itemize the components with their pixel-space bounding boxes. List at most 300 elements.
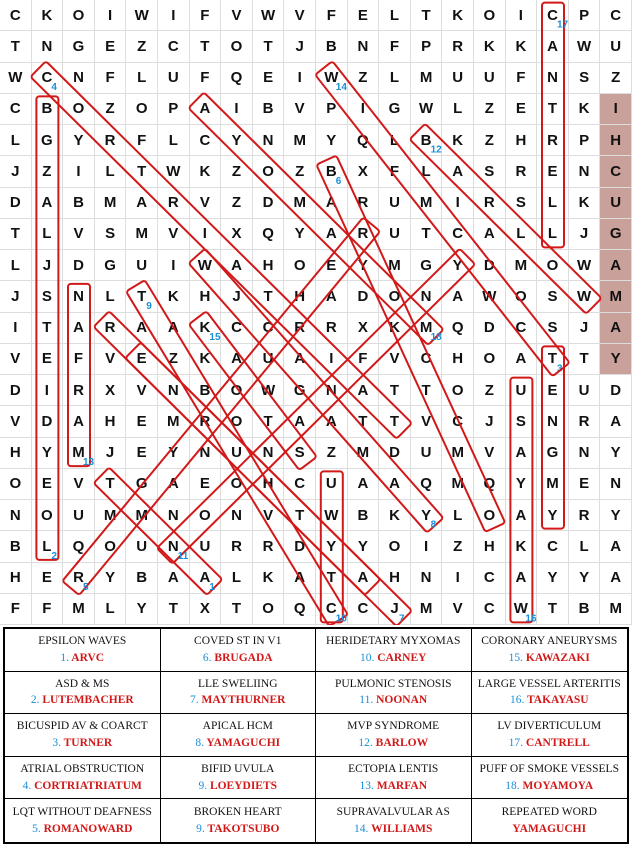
- letter-cell[interactable]: A: [348, 563, 380, 594]
- letter-cell[interactable]: C: [0, 0, 32, 31]
- letter-cell[interactable]: Z: [284, 156, 316, 187]
- letter-cell[interactable]: Z: [442, 531, 474, 562]
- letter-cell[interactable]: O: [0, 469, 32, 500]
- letter-cell[interactable]: S: [284, 438, 316, 469]
- letter-cell[interactable]: N: [190, 438, 222, 469]
- letter-cell[interactable]: A: [506, 438, 538, 469]
- letter-cell[interactable]: F: [32, 594, 64, 625]
- letter-cell[interactable]: H: [190, 281, 222, 312]
- letter-cell[interactable]: R: [316, 313, 348, 344]
- letter-cell[interactable]: O: [253, 156, 285, 187]
- letter-cell[interactable]: R: [348, 188, 380, 219]
- letter-cell[interactable]: C: [32, 63, 64, 94]
- letter-cell[interactable]: O: [253, 594, 285, 625]
- letter-cell[interactable]: U: [158, 63, 190, 94]
- letter-cell[interactable]: N: [253, 438, 285, 469]
- letter-cell[interactable]: C: [442, 219, 474, 250]
- letter-cell[interactable]: Z: [316, 438, 348, 469]
- letter-cell[interactable]: M: [63, 438, 95, 469]
- letter-cell[interactable]: K: [569, 94, 601, 125]
- letter-cell[interactable]: C: [221, 313, 253, 344]
- letter-cell[interactable]: T: [0, 219, 32, 250]
- letter-cell[interactable]: T: [221, 594, 253, 625]
- letter-cell[interactable]: B: [190, 375, 222, 406]
- letter-cell[interactable]: O: [379, 531, 411, 562]
- letter-cell[interactable]: K: [379, 313, 411, 344]
- letter-cell[interactable]: L: [537, 188, 569, 219]
- letter-cell[interactable]: S: [569, 63, 601, 94]
- letter-cell[interactable]: U: [221, 438, 253, 469]
- letter-cell[interactable]: H: [284, 281, 316, 312]
- letter-cell[interactable]: T: [253, 281, 285, 312]
- letter-cell[interactable]: B: [126, 563, 158, 594]
- letter-cell[interactable]: A: [442, 281, 474, 312]
- letter-cell[interactable]: Y: [284, 219, 316, 250]
- letter-cell[interactable]: I: [411, 531, 443, 562]
- letter-cell[interactable]: L: [126, 63, 158, 94]
- letter-cell[interactable]: R: [190, 406, 222, 437]
- letter-cell[interactable]: Y: [348, 250, 380, 281]
- letter-cell[interactable]: M: [411, 63, 443, 94]
- letter-cell[interactable]: V: [442, 594, 474, 625]
- letter-cell[interactable]: Q: [411, 469, 443, 500]
- letter-cell[interactable]: W: [411, 94, 443, 125]
- letter-cell[interactable]: T: [411, 219, 443, 250]
- letter-cell[interactable]: L: [379, 63, 411, 94]
- letter-cell[interactable]: K: [506, 31, 538, 62]
- letter-cell[interactable]: V: [0, 344, 32, 375]
- letter-cell[interactable]: R: [63, 375, 95, 406]
- letter-cell[interactable]: M: [348, 438, 380, 469]
- letter-cell[interactable]: J: [474, 406, 506, 437]
- letter-cell[interactable]: C: [284, 469, 316, 500]
- letter-cell[interactable]: I: [348, 94, 380, 125]
- letter-cell[interactable]: P: [411, 31, 443, 62]
- letter-cell[interactable]: K: [190, 344, 222, 375]
- letter-cell[interactable]: I: [442, 188, 474, 219]
- letter-cell[interactable]: Y: [348, 531, 380, 562]
- letter-cell[interactable]: A: [600, 531, 632, 562]
- letter-cell[interactable]: Z: [348, 63, 380, 94]
- letter-cell[interactable]: F: [379, 31, 411, 62]
- letter-cell[interactable]: L: [221, 563, 253, 594]
- letter-cell[interactable]: O: [442, 375, 474, 406]
- letter-cell[interactable]: I: [284, 63, 316, 94]
- letter-cell[interactable]: E: [126, 438, 158, 469]
- letter-cell[interactable]: A: [442, 156, 474, 187]
- letter-cell[interactable]: K: [379, 500, 411, 531]
- letter-cell[interactable]: Q: [253, 219, 285, 250]
- letter-cell[interactable]: Z: [474, 125, 506, 156]
- letter-cell[interactable]: L: [32, 219, 64, 250]
- letter-cell[interactable]: W: [0, 63, 32, 94]
- letter-cell[interactable]: E: [126, 406, 158, 437]
- letter-cell[interactable]: T: [379, 406, 411, 437]
- letter-cell[interactable]: K: [32, 0, 64, 31]
- letter-cell[interactable]: I: [63, 156, 95, 187]
- letter-cell[interactable]: Z: [474, 375, 506, 406]
- letter-cell[interactable]: V: [284, 0, 316, 31]
- letter-cell[interactable]: O: [506, 281, 538, 312]
- letter-cell[interactable]: R: [506, 156, 538, 187]
- letter-cell[interactable]: A: [32, 188, 64, 219]
- letter-cell[interactable]: I: [158, 250, 190, 281]
- letter-cell[interactable]: L: [411, 156, 443, 187]
- letter-cell[interactable]: D: [0, 188, 32, 219]
- letter-cell[interactable]: R: [158, 188, 190, 219]
- letter-cell[interactable]: N: [0, 500, 32, 531]
- letter-cell[interactable]: A: [379, 469, 411, 500]
- letter-cell[interactable]: H: [600, 125, 632, 156]
- letter-cell[interactable]: D: [474, 250, 506, 281]
- letter-cell[interactable]: X: [348, 313, 380, 344]
- letter-cell[interactable]: J: [0, 281, 32, 312]
- letter-cell[interactable]: L: [0, 250, 32, 281]
- letter-cell[interactable]: N: [158, 500, 190, 531]
- letter-cell[interactable]: Q: [442, 313, 474, 344]
- letter-cell[interactable]: W: [506, 594, 538, 625]
- letter-cell[interactable]: J: [569, 219, 601, 250]
- letter-cell[interactable]: J: [284, 31, 316, 62]
- letter-cell[interactable]: Y: [221, 125, 253, 156]
- letter-cell[interactable]: I: [95, 0, 127, 31]
- letter-cell[interactable]: D: [0, 375, 32, 406]
- letter-cell[interactable]: Y: [600, 344, 632, 375]
- letter-cell[interactable]: O: [379, 281, 411, 312]
- letter-cell[interactable]: R: [348, 219, 380, 250]
- letter-cell[interactable]: T: [379, 375, 411, 406]
- letter-cell[interactable]: A: [221, 344, 253, 375]
- letter-cell[interactable]: T: [95, 469, 127, 500]
- letter-cell[interactable]: T: [348, 406, 380, 437]
- letter-cell[interactable]: H: [253, 250, 285, 281]
- letter-cell[interactable]: U: [126, 250, 158, 281]
- letter-cell[interactable]: Y: [63, 125, 95, 156]
- letter-cell[interactable]: C: [0, 94, 32, 125]
- letter-cell[interactable]: O: [284, 250, 316, 281]
- letter-cell[interactable]: O: [63, 94, 95, 125]
- letter-cell[interactable]: T: [253, 406, 285, 437]
- letter-cell[interactable]: R: [537, 125, 569, 156]
- letter-cell[interactable]: S: [95, 219, 127, 250]
- letter-cell[interactable]: F: [190, 0, 222, 31]
- letter-cell[interactable]: N: [158, 531, 190, 562]
- letter-cell[interactable]: F: [348, 344, 380, 375]
- letter-cell[interactable]: A: [537, 31, 569, 62]
- letter-cell[interactable]: U: [474, 63, 506, 94]
- letter-cell[interactable]: U: [316, 469, 348, 500]
- letter-cell[interactable]: O: [474, 500, 506, 531]
- letter-cell[interactable]: U: [379, 219, 411, 250]
- letter-cell[interactable]: Z: [126, 31, 158, 62]
- letter-cell[interactable]: M: [411, 313, 443, 344]
- letter-cell[interactable]: O: [32, 500, 64, 531]
- letter-cell[interactable]: C: [474, 594, 506, 625]
- letter-cell[interactable]: O: [221, 31, 253, 62]
- letter-cell[interactable]: G: [32, 125, 64, 156]
- letter-cell[interactable]: N: [316, 375, 348, 406]
- letter-cell[interactable]: A: [600, 563, 632, 594]
- letter-cell[interactable]: G: [537, 438, 569, 469]
- letter-cell[interactable]: Y: [537, 500, 569, 531]
- letter-cell[interactable]: N: [537, 406, 569, 437]
- letter-cell[interactable]: V: [221, 0, 253, 31]
- letter-cell[interactable]: T: [126, 281, 158, 312]
- letter-cell[interactable]: K: [190, 313, 222, 344]
- letter-cell[interactable]: A: [600, 406, 632, 437]
- letter-cell[interactable]: N: [32, 31, 64, 62]
- letter-cell[interactable]: A: [348, 469, 380, 500]
- letter-cell[interactable]: T: [284, 500, 316, 531]
- letter-cell[interactable]: W: [569, 31, 601, 62]
- letter-cell[interactable]: V: [63, 219, 95, 250]
- letter-cell[interactable]: V: [253, 500, 285, 531]
- letter-cell[interactable]: A: [63, 406, 95, 437]
- letter-cell[interactable]: R: [442, 31, 474, 62]
- letter-cell[interactable]: R: [95, 313, 127, 344]
- letter-cell[interactable]: C: [253, 313, 285, 344]
- letter-cell[interactable]: U: [442, 63, 474, 94]
- letter-cell[interactable]: O: [126, 94, 158, 125]
- letter-cell[interactable]: U: [569, 375, 601, 406]
- letter-cell[interactable]: E: [95, 31, 127, 62]
- letter-cell[interactable]: V: [158, 219, 190, 250]
- letter-cell[interactable]: B: [316, 31, 348, 62]
- letter-cell[interactable]: A: [158, 563, 190, 594]
- letter-cell[interactable]: Z: [221, 156, 253, 187]
- letter-cell[interactable]: F: [506, 63, 538, 94]
- letter-cell[interactable]: O: [221, 406, 253, 437]
- letter-cell[interactable]: H: [506, 125, 538, 156]
- letter-cell[interactable]: C: [474, 563, 506, 594]
- letter-cell[interactable]: L: [0, 125, 32, 156]
- letter-cell[interactable]: N: [63, 63, 95, 94]
- letter-cell[interactable]: F: [95, 63, 127, 94]
- letter-cell[interactable]: A: [506, 563, 538, 594]
- letter-cell[interactable]: T: [158, 594, 190, 625]
- letter-cell[interactable]: M: [284, 125, 316, 156]
- letter-cell[interactable]: E: [537, 156, 569, 187]
- letter-cell[interactable]: F: [0, 594, 32, 625]
- letter-cell[interactable]: V: [63, 469, 95, 500]
- letter-cell[interactable]: W: [569, 250, 601, 281]
- letter-cell[interactable]: Y: [442, 250, 474, 281]
- letter-cell[interactable]: U: [506, 375, 538, 406]
- letter-cell[interactable]: M: [284, 188, 316, 219]
- letter-cell[interactable]: D: [63, 250, 95, 281]
- letter-cell[interactable]: F: [379, 156, 411, 187]
- letter-cell[interactable]: E: [253, 63, 285, 94]
- letter-cell[interactable]: I: [442, 563, 474, 594]
- letter-cell[interactable]: O: [63, 0, 95, 31]
- letter-cell[interactable]: M: [379, 250, 411, 281]
- letter-cell[interactable]: M: [95, 500, 127, 531]
- letter-cell[interactable]: B: [63, 188, 95, 219]
- letter-cell[interactable]: L: [537, 219, 569, 250]
- letter-cell[interactable]: L: [32, 531, 64, 562]
- letter-cell[interactable]: T: [569, 344, 601, 375]
- letter-cell[interactable]: I: [190, 219, 222, 250]
- letter-cell[interactable]: M: [600, 281, 632, 312]
- letter-cell[interactable]: M: [126, 219, 158, 250]
- letter-cell[interactable]: N: [221, 500, 253, 531]
- letter-cell[interactable]: R: [569, 406, 601, 437]
- letter-cell[interactable]: R: [95, 125, 127, 156]
- letter-cell[interactable]: O: [95, 531, 127, 562]
- letter-cell[interactable]: O: [537, 250, 569, 281]
- letter-cell[interactable]: E: [569, 469, 601, 500]
- letter-cell[interactable]: J: [569, 313, 601, 344]
- letter-cell[interactable]: R: [284, 313, 316, 344]
- letter-cell[interactable]: D: [284, 531, 316, 562]
- letter-cell[interactable]: E: [32, 344, 64, 375]
- letter-cell[interactable]: W: [126, 0, 158, 31]
- letter-cell[interactable]: Y: [158, 438, 190, 469]
- letter-cell[interactable]: Z: [158, 344, 190, 375]
- letter-cell[interactable]: O: [221, 375, 253, 406]
- letter-cell[interactable]: L: [442, 94, 474, 125]
- letter-cell[interactable]: W: [253, 0, 285, 31]
- letter-cell[interactable]: C: [442, 406, 474, 437]
- letter-cell[interactable]: D: [32, 406, 64, 437]
- letter-cell[interactable]: H: [0, 438, 32, 469]
- letter-cell[interactable]: H: [474, 531, 506, 562]
- letter-cell[interactable]: L: [379, 125, 411, 156]
- letter-cell[interactable]: Q: [63, 531, 95, 562]
- letter-cell[interactable]: G: [379, 94, 411, 125]
- letter-cell[interactable]: X: [95, 375, 127, 406]
- letter-cell[interactable]: U: [411, 438, 443, 469]
- letter-cell[interactable]: L: [95, 156, 127, 187]
- letter-cell[interactable]: Z: [221, 188, 253, 219]
- letter-cell[interactable]: Y: [506, 469, 538, 500]
- letter-cell[interactable]: A: [316, 219, 348, 250]
- letter-cell[interactable]: M: [411, 188, 443, 219]
- letter-cell[interactable]: Y: [316, 531, 348, 562]
- letter-cell[interactable]: U: [600, 188, 632, 219]
- letter-cell[interactable]: Y: [411, 500, 443, 531]
- letter-cell[interactable]: C: [190, 125, 222, 156]
- letter-cell[interactable]: G: [284, 375, 316, 406]
- letter-cell[interactable]: U: [190, 531, 222, 562]
- letter-cell[interactable]: O: [474, 0, 506, 31]
- letter-cell[interactable]: W: [253, 375, 285, 406]
- letter-cell[interactable]: Z: [600, 63, 632, 94]
- letter-cell[interactable]: E: [190, 469, 222, 500]
- letter-cell[interactable]: T: [411, 375, 443, 406]
- letter-cell[interactable]: M: [411, 594, 443, 625]
- letter-cell[interactable]: K: [442, 125, 474, 156]
- letter-cell[interactable]: Q: [284, 594, 316, 625]
- letter-cell[interactable]: A: [600, 250, 632, 281]
- letter-cell[interactable]: R: [221, 531, 253, 562]
- letter-cell[interactable]: C: [411, 344, 443, 375]
- letter-cell[interactable]: K: [569, 188, 601, 219]
- letter-cell[interactable]: C: [600, 0, 632, 31]
- letter-cell[interactable]: I: [221, 94, 253, 125]
- letter-cell[interactable]: Y: [569, 563, 601, 594]
- letter-cell[interactable]: N: [411, 563, 443, 594]
- letter-cell[interactable]: E: [126, 344, 158, 375]
- letter-cell[interactable]: Z: [95, 94, 127, 125]
- letter-cell[interactable]: C: [600, 156, 632, 187]
- letter-cell[interactable]: V: [95, 344, 127, 375]
- letter-cell[interactable]: A: [190, 563, 222, 594]
- letter-cell[interactable]: C: [537, 531, 569, 562]
- letter-cell[interactable]: U: [600, 31, 632, 62]
- letter-cell[interactable]: A: [316, 281, 348, 312]
- letter-cell[interactable]: F: [63, 344, 95, 375]
- letter-cell[interactable]: A: [316, 406, 348, 437]
- letter-cell[interactable]: K: [190, 156, 222, 187]
- letter-cell[interactable]: A: [158, 469, 190, 500]
- letter-cell[interactable]: G: [95, 250, 127, 281]
- letter-cell[interactable]: A: [284, 406, 316, 437]
- letter-cell[interactable]: I: [0, 313, 32, 344]
- letter-cell[interactable]: C: [158, 31, 190, 62]
- letter-cell[interactable]: M: [442, 469, 474, 500]
- letter-cell[interactable]: V: [379, 344, 411, 375]
- letter-cell[interactable]: E: [537, 375, 569, 406]
- letter-cell[interactable]: L: [569, 531, 601, 562]
- letter-cell[interactable]: H: [442, 344, 474, 375]
- letter-cell[interactable]: C: [348, 594, 380, 625]
- letter-cell[interactable]: P: [158, 94, 190, 125]
- letter-cell[interactable]: J: [221, 281, 253, 312]
- letter-cell[interactable]: I: [600, 94, 632, 125]
- letter-cell[interactable]: W: [190, 250, 222, 281]
- letter-cell[interactable]: T: [537, 594, 569, 625]
- letter-cell[interactable]: U: [253, 344, 285, 375]
- letter-cell[interactable]: A: [600, 313, 632, 344]
- letter-cell[interactable]: T: [316, 563, 348, 594]
- letter-cell[interactable]: B: [316, 156, 348, 187]
- letter-cell[interactable]: A: [284, 344, 316, 375]
- letter-cell[interactable]: T: [32, 313, 64, 344]
- letter-cell[interactable]: Y: [537, 563, 569, 594]
- letter-cell[interactable]: K: [442, 0, 474, 31]
- letter-cell[interactable]: S: [537, 281, 569, 312]
- letter-cell[interactable]: L: [379, 0, 411, 31]
- letter-cell[interactable]: V: [474, 438, 506, 469]
- letter-cell[interactable]: J: [32, 250, 64, 281]
- letter-cell[interactable]: O: [190, 500, 222, 531]
- letter-cell[interactable]: V: [411, 406, 443, 437]
- letter-cell[interactable]: I: [506, 0, 538, 31]
- letter-cell[interactable]: R: [253, 531, 285, 562]
- letter-cell[interactable]: K: [474, 31, 506, 62]
- letter-cell[interactable]: A: [63, 313, 95, 344]
- letter-cell[interactable]: A: [126, 188, 158, 219]
- letter-cell[interactable]: O: [221, 469, 253, 500]
- letter-cell[interactable]: L: [95, 594, 127, 625]
- letter-cell[interactable]: H: [0, 563, 32, 594]
- letter-cell[interactable]: H: [253, 469, 285, 500]
- letter-cell[interactable]: N: [537, 63, 569, 94]
- letter-cell[interactable]: M: [442, 438, 474, 469]
- letter-cell[interactable]: W: [474, 281, 506, 312]
- letter-cell[interactable]: T: [126, 156, 158, 187]
- letter-cell[interactable]: Y: [32, 438, 64, 469]
- letter-cell[interactable]: M: [506, 250, 538, 281]
- letter-cell[interactable]: Y: [600, 438, 632, 469]
- letter-cell[interactable]: X: [348, 156, 380, 187]
- letter-cell[interactable]: S: [474, 156, 506, 187]
- letter-cell[interactable]: A: [284, 563, 316, 594]
- letter-cell[interactable]: T: [0, 31, 32, 62]
- letter-cell[interactable]: K: [506, 531, 538, 562]
- letter-cell[interactable]: W: [316, 63, 348, 94]
